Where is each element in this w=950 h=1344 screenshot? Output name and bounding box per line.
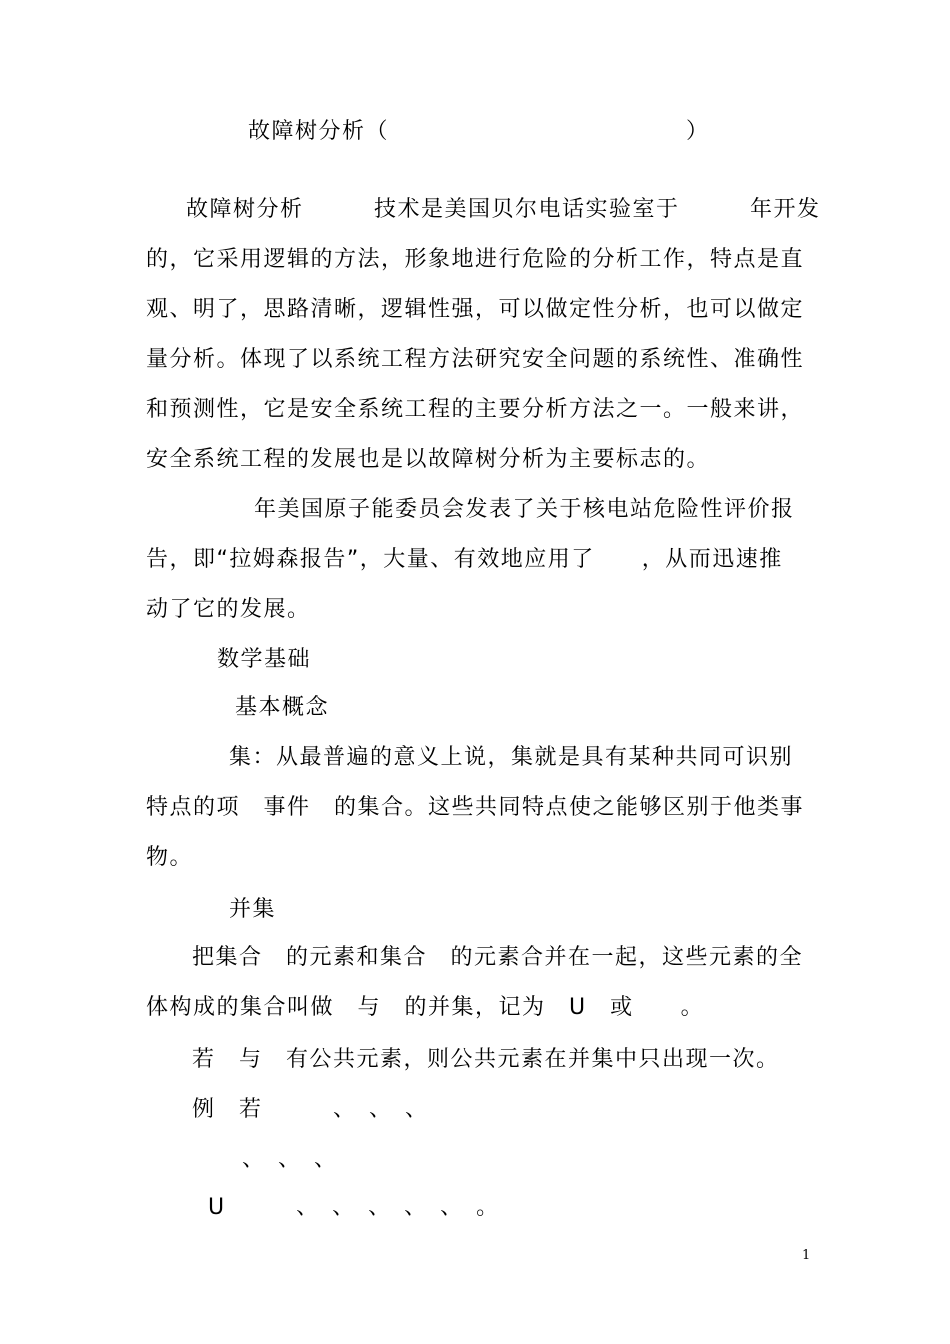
page-title: 故障树分析（ bbox=[248, 119, 390, 144]
paragraph-line: 动了它的发展。 bbox=[146, 597, 311, 622]
paragraph-line: 的，它采用逻辑的方法，形象地进行危险的分析工作，特点是直 bbox=[146, 247, 805, 272]
title-close-paren: ） bbox=[686, 119, 710, 144]
paragraph-line: 安全系统工程的发展也是以故障树分析为主要标志的。 bbox=[146, 447, 711, 472]
subsection-heading: 并集 bbox=[229, 897, 277, 922]
example-line: U 、 、 、 、 、 。 bbox=[208, 1195, 500, 1220]
example-line: 例 若 、 、 、 bbox=[192, 1097, 429, 1122]
paragraph-line: 集：从最普遍的意义上说，集就是具有某种共同可识别 bbox=[229, 745, 794, 770]
paragraph-line: 量分析。体现了以系统工程方法研究安全问题的系统性、准确性 bbox=[146, 347, 805, 372]
paragraph-line: 和预测性，它是安全系统工程的主要分析方法之一。一般来讲， bbox=[146, 397, 805, 422]
page-number: 1 bbox=[802, 1248, 811, 1263]
paragraph-line: 年美国原子能委员会发表了关于核电站危险性评价报 bbox=[254, 497, 795, 522]
paragraph-line: 若 与 有公共元素，则公共元素在并集中只出现一次。 bbox=[192, 1047, 780, 1072]
subsection-heading: 基本概念 bbox=[235, 695, 330, 720]
paragraph-line: 观、明了，思路清晰，逻辑性强，可以做定性分析，也可以做定 bbox=[146, 297, 805, 322]
paragraph-line: 告，即“拉姆森报告”，大量、有效地应用了 ，从而迅速推 bbox=[146, 547, 783, 572]
paragraph-line: 把集合 的元素和集合 的元素合并在一起，这些元素的全 bbox=[192, 945, 804, 970]
paragraph-line: 特点的项 事件 的集合。这些共同特点使之能够区别于他类事 bbox=[146, 795, 805, 820]
example-line: 、 、 、 bbox=[242, 1147, 338, 1172]
section-heading: 数学基础 bbox=[217, 647, 312, 672]
paragraph-line: 物。 bbox=[146, 845, 194, 870]
paragraph-line: 体构成的集合叫做 与 的并集，记为 U 或 。 bbox=[146, 995, 705, 1020]
paragraph-line: 故障树分析 技术是美国贝尔电话实验室于 年开发 bbox=[186, 197, 821, 222]
